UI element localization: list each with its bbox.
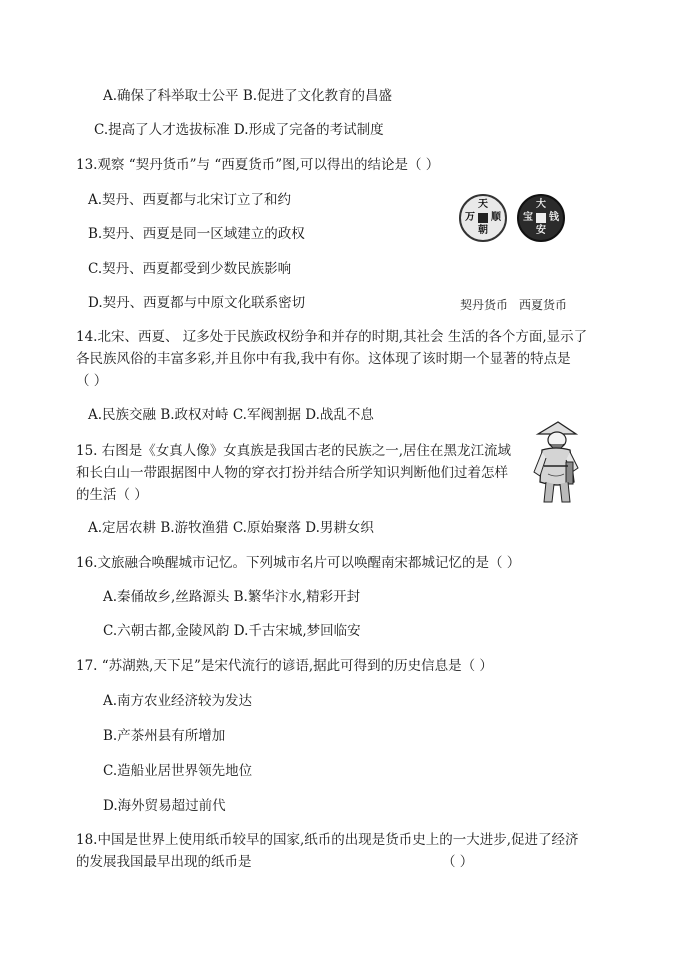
coin-hole [478, 213, 488, 223]
coin-hole [536, 213, 546, 223]
q12-options-line1: A.确保了科举取士公平 B.促进了文化教育的昌盛 [103, 88, 393, 104]
khitan-coin-caption: 契丹货币 [460, 298, 509, 312]
coin-char-right: 顺 [491, 212, 501, 223]
coin-char-bottom: 安 [536, 225, 546, 236]
coin-char-bottom: 朝 [478, 225, 488, 236]
coin-char-right: 钱 [549, 212, 559, 223]
q13-option-b: B.契丹、西夏是同一区域建立的政权 [88, 226, 305, 242]
xixia-coin-image [517, 194, 565, 242]
q18-stem-line2: 的发展我国最早出现的纸币是 [76, 854, 252, 870]
q15-stem-line1: 15. 右图是《女真人像》女真族是我国古老的民族之一,居住在黑龙江流域 [76, 443, 512, 459]
q18-answer-blank: （ ） [442, 854, 474, 870]
q14-stem-line1: 14.北宋、西夏、 辽多处于民族政权纷争和并存的时期,其社会 生活的各个方面,显示了 [76, 329, 588, 345]
q15-options: A.定居农耕 B.游牧渔猎 C.原始聚落 D.男耕女织 [88, 520, 374, 536]
q14-stem-line2: 各民族风俗的丰富多彩,并且你中有我,我中有你。这体现了该时期一个显著的特点是 [76, 351, 571, 367]
q13-option-c: C.契丹、西夏都受到少数民族影响 [88, 261, 292, 277]
q17-option-c: C.造船业居世界领先地位 [103, 763, 253, 779]
coin-char-top: 大 [536, 199, 546, 210]
coin-char-left: 万 [465, 212, 475, 223]
coin-char-left: 宝 [523, 212, 533, 223]
q13-option-d: D.契丹、西夏都与中原文化联系密切 [88, 295, 306, 311]
q17-option-a: A.南方农业经济较为发达 [103, 693, 253, 709]
xixia-coin-caption: 西夏货币 [519, 298, 568, 312]
q13-stem: 13.观察 “契丹货币”与 “西夏货币”图,可以得出的结论是（ ） [76, 157, 440, 173]
q15-stem-line3: 的生活（ ） [76, 487, 148, 503]
q14-options: A.民族交融 B.政权对峙 C.军阀割据 D.战乱不息 [88, 407, 374, 423]
coin-char-top: 天 [478, 199, 488, 210]
q14-answer-blank: （ ） [76, 373, 108, 389]
q17-option-d: D.海外贸易超过前代 [103, 798, 226, 814]
q16-options-line2: C.六朝古都,金陵风韵 D.千古宋城,梦回临安 [103, 623, 361, 639]
q12-options-line2: C.提高了人才选拔标准 D.形成了完备的考试制度 [94, 122, 384, 138]
jurchen-figure-drawing [528, 416, 584, 508]
q13-option-a: A.契丹、西夏都与北宋订立了和约 [88, 192, 292, 208]
q17-stem: 17. “苏湖熟,天下足”是宋代流行的谚语,据此可得到的历史信息是（ ） [76, 658, 493, 674]
khitan-coin-image [459, 194, 507, 242]
q17-option-b: B.产茶州县有所增加 [103, 728, 226, 744]
q16-options-line1: A.秦俑故乡,丝路源头 B.繁华汴水,精彩开封 [103, 589, 361, 605]
q16-stem: 16.文旅融合唤醒城市记忆。下列城市名片可以唤醒南宋都城记忆的是（ ） [76, 555, 521, 571]
jurchen-figure-image [528, 416, 584, 508]
q18-stem-line1: 18.中国是世界上使用纸币较早的国家,纸币的出现是货币史上的一大进步,促进了经济 [76, 832, 579, 848]
q15-stem-line2: 和长白山一带跟据图中人物的穿衣打扮并结合所学知识判断他们过着怎样 [76, 465, 508, 481]
